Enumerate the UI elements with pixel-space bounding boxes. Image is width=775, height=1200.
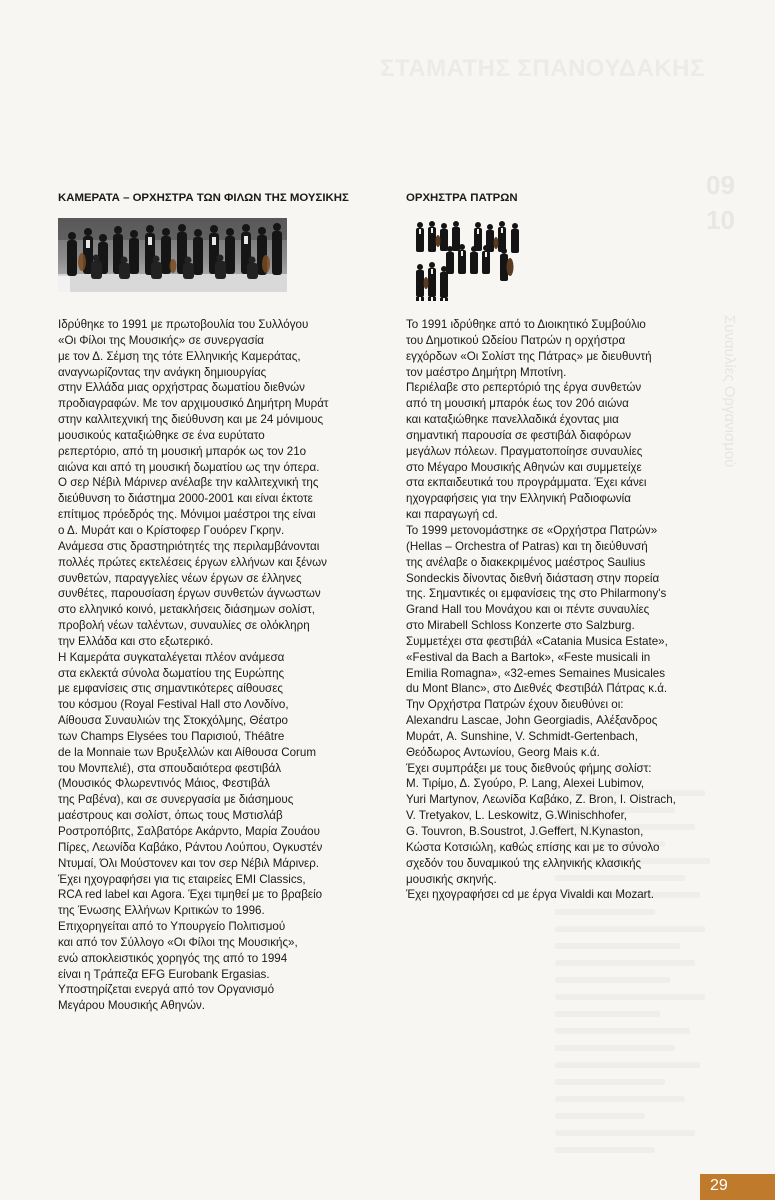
reverse-page-showthrough-number: 09 <box>706 170 735 200</box>
patras-heading: ΟΡΧΗΣΤΡΑ ΠΑΤΡΩΝ <box>406 192 518 204</box>
page-number: 29 <box>710 1177 728 1194</box>
camerata-heading: ΚΑΜΕΡΑΤΑ – ΟΡΧΗΣΤΡΑ ΤΩΝ ΦΙΛΩΝ ΤΗΣ ΜΟΥΣΙΚΗΣ <box>58 192 349 204</box>
patras-orchestra-photo <box>414 221 525 301</box>
camerata-orchestra-photo <box>58 218 287 292</box>
reverse-page-showthrough-title: ΣΤΑΜΑΤΗΣ ΣΠΑΝΟΥΔΑΚΗΣ <box>380 55 705 82</box>
page-number-box <box>700 1174 775 1200</box>
reverse-page-showthrough-vertical: Συναυλίες Οργανισμού <box>721 315 738 468</box>
reverse-page-showthrough-number: 10 <box>706 205 735 235</box>
patras-body-text: Το 1991 ιδρύθηκε από το Διοικητικό Συμβούλιο του Δημοτικού Ωδείου Πατρών η ορχήστρα εγχόρδων «Οι Σολίστ της Πάτρας» με διευθυντή τον μαέστρο Δημήτρη Μποτίνη. Περιέλαβε στο ρεπερτόριό της έργα συνθετών από τη μουσική μπαρόκ έως τον 20ό αιώνα και καταξιώθηκε πανελλαδικά έχοντας μια σημαντική παρουσία σε φεστιβάλ διαφόρων μεγάλων πόλεων. Πραγματοποίησε συναυλίες στο Μέγαρο Μουσικής Αθηνών και συμμετείχε στα εκπαιδευτικά του προγράμματα. Έχει κάνει ηχογραφήσεις για την Ελληνική Ραδιοφωνία και παραγωγή cd. Το 1999 μετονομάστηκε σε «Ορχήστρα Πατρών» (Hellas – Orchestra of Patras) και τη διεύθυνσή της ανέλαβε ο διακεκριμένος μαέστρος Saulius Sondeckis δίνοντας διεθνή διάσταση στην πορεία της. Σημαντικές οι εμφανίσεις της στο Philarmony's Grand Hall του Μονάχου και οι πέντε συναυλίες στο Mirabell Schloss Konzerte στο Salzburg. Συμμετέχει στα φεστιβάλ «Catania Musica Estate», «Festival da Bach a Bartok», «Feste musicali in Emilia Romagna», «32-emes Semaines Musicales du Mont Blanc», στο Διεθνές Φεστιβάλ Πάτρας κ.ά. Την Ορχήστρα Πατρών έχουν διευθύνει οι: Alexandru Lascae, John Georgiadis, Αλέξανδρος Μυράτ, A. Sunshine, V. Schmidt-Gertenbach, Θεόδωρος Αντωνίου, Georg Mais κ.ά. Έχει συμπράξει με τους διεθνούς φήμης σολίστ: M. Τιρίμο, Δ. Σγούρο, P. Lang, Alexei Lubimov, Yuri Martynov, Λεωνίδα Καβάκο, Z. Bron, I. Oistrach, V. Tretyakov, L. Leskowitz, G.Winischhofer, G. Touvron, B.Soustrot, J.Geffert, N.Kynaston, Κώστα Κοτσιώλη, καθώς επίσης και με το σύνολο σχεδόν του δυναμικού της ελληνικής κλασικής μουσικής σκηνής. Έχει ηχογραφήσει cd με έργα Vivaldi και Mozart. <box>406 318 676 902</box>
camerata-body-text: Ιδρύθηκε το 1991 με πρωτοβουλία του Συλλόγου «Οι Φίλοι της Μουσικής» σε συνεργασία με τον Δ. Σέμση της τότε Ελληνικής Καμεράτας, αναγνωρίζοντας την ανάγκη δημιουργίας στην Ελλάδα μιας ορχήστρας δωματίου διεθνών προδιαγραφών. Με τον αρχιμουσικό Δημήτρη Μυράτ στην καλλιτεχνική της διεύθυνση και με 24 μόνιμους μουσικούς καταξιώθηκε σε ένα ευρύτατο ρεπερτόριο, από τη μουσική μπαρόκ ως τον 21ο αιώνα και από τη μουσική δωματίου ως την όπερα. Ο σερ Νέβιλ Μάρινερ ανέλαβε την καλλιτεχνική της διεύθυνση το διάστημα 2000-2001 και είναι έκτοτε επίτιμος πρόεδρός της. Μόνιμοι μαέστροι της είναι ο Δ. Μυράτ και ο Κρίστοφερ Γουόρεν Γκρην. Ανάμεσα στις δραστηριότητές της περιλαμβάνονται πολλές πρώτες εκτελέσεις έργων ελλήνων και ξένων συνθετών, παραγγελίες νέων έργων σε έλληνες συνθέτες, παρουσίαση έργων συνθετών άγνωστων στο ελληνικό κοινό, μετακλήσεις διάσημων σολίστ, προβολή νέων ταλέντων, συναυλίες σε ολόκληρη την Ελλάδα και στο εξωτερικό. Η Καμεράτα συγκαταλέγεται πλέον ανάμεσα στα εκλεκτά σύνολα δωματίου της Ευρώπης με εμφανίσεις στις σημαντικότερες αίθουσες του κόσμου (Royal Festival Hall στο Λονδίνο, Αίθουσα Συναυλιών της Στοκχόλμης, Θέατρο των Champs Elysées του Παρισιού, Théâtre de la Monnaie των Βρυξελλών και Αίθουσα Corum του Μονπελιέ), στα σπουδαιότερα φεστιβάλ (Μουσικός Φλωρεντινός Μάιος, Φεστιβάλ της Ραβένα), και σε συνεργασία με διάσημους μαέστρους και σολίστ, όπως τους Μστισλάβ Ροστροπόβιτς, Σαλβατόρε Ακάρντο, Μαρία Ζουάου Πίρες, Λεωνίδα Καβάκο, Ράντου Λούπου, Ογκυστέν Ντυμαί, Όλι Μούστονεν και τον σερ Νέβιλ Μάρινερ. Έχει ηχογραφήσει για τις εταιρείες EMI Classics, RCA red label και Agora. Έχει τιμηθεί με το βραβείο της Ένωσης Ελλήνων Κριτικών το 1996. Επιχορηγείται από το Υπουργείο Πολιτισμού και από τον Σύλλογο «Οι Φίλοι της Μουσικής», ενώ αποκλειστικός χορηγός της από το 1994 είναι η Τράπεζα EFG Eurobank Ergasias. Υποστηρίζεται ενεργά από τον Οργανισμό Μεγάρου Μουσικής Αθηνών. <box>58 318 329 1013</box>
camerata-column <box>58 191 383 1013</box>
